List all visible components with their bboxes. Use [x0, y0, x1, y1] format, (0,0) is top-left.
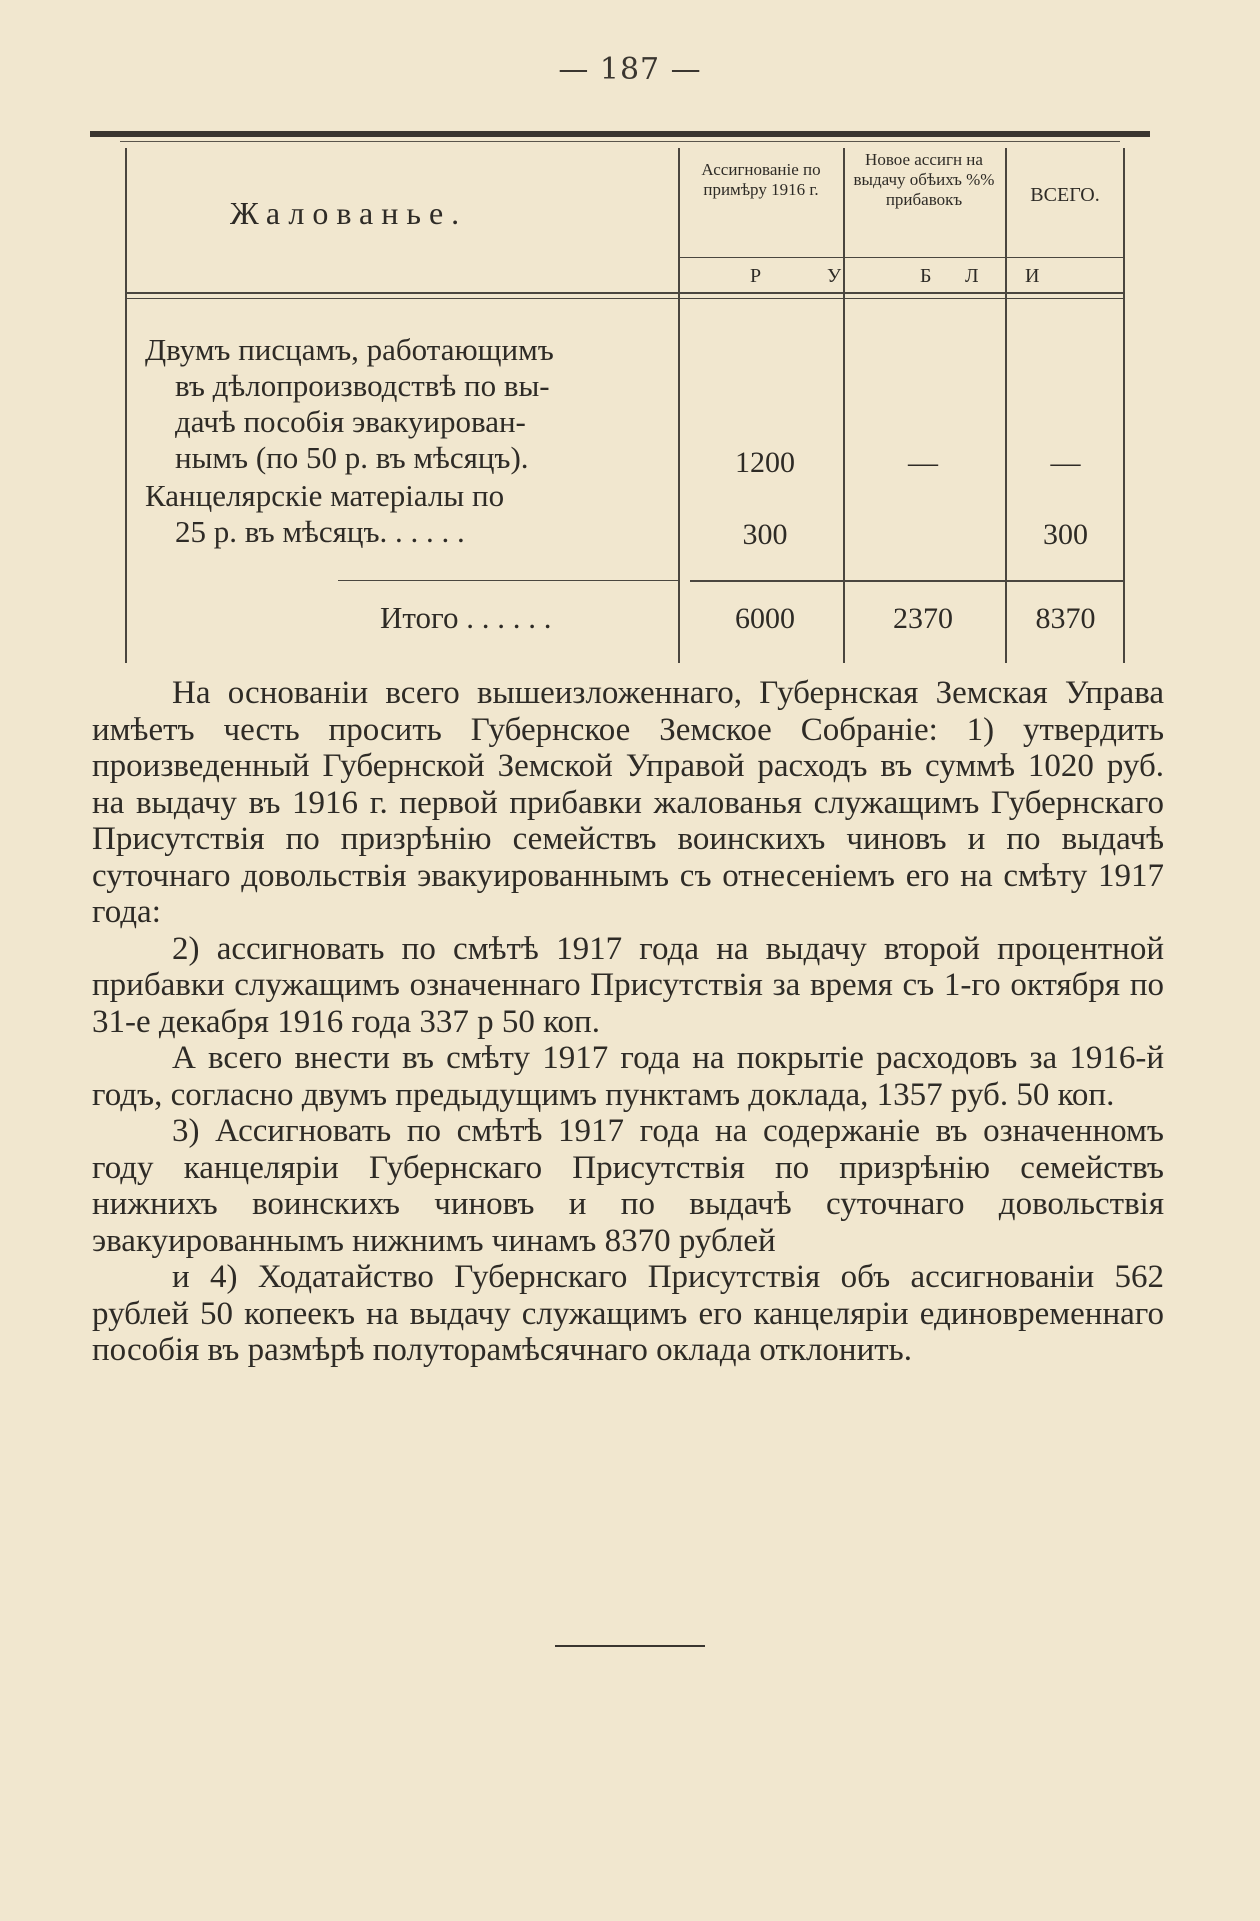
salary-table — [0, 0, 1260, 700]
row1-new: — — [908, 446, 938, 479]
page-number: — 187 — — [558, 52, 702, 87]
header-rule-1 — [125, 292, 1125, 294]
header-new-assignment: Новое ассигн на выдачу обѣихъ %% прибавокъ — [853, 150, 995, 209]
unit-letter-5: И — [1025, 265, 1040, 287]
table-border-left — [125, 148, 127, 663]
table-title: Жалованье. — [230, 195, 468, 231]
total-rule-left — [338, 580, 678, 581]
row1-total: — — [1050, 446, 1081, 479]
paragraph-2: 2) ассигновать по смѣтѣ 1917 года на выдачу второй процентной прибавки служащимъ означеннаго Присутствія за время съ 1-го октября по 31-е декабря 1916 года 337 р 50 коп. — [92, 930, 1164, 1040]
unit-letter-2: У — [827, 265, 842, 287]
table-border-right — [1123, 148, 1125, 663]
row1-line-2: въ дѣлопроизводствѣ по вы- — [175, 368, 550, 403]
row2-line-1: Канцелярскіе матеріалы по — [145, 478, 505, 513]
unit-letter-3: Б — [920, 265, 932, 287]
paragraph-3: А всего внести въ смѣту 1917 года на покрытіе расходовъ за 1916-й годъ, согласно двумъ предыдущимъ пунктамъ доклада, 1357 руб. 50 коп. — [92, 1040, 1164, 1113]
row1-assigned: 1200 — [735, 446, 795, 479]
paragraph-4: 3) Ассигновать по смѣтѣ 1917 года на содержаніе въ означенномъ году канцеляріи Губернскаго Присутствія по призрѣнію семействъ нижнихъ воинскихъ чиновъ и по выдачѣ суточнаго довольствія эвакуированнымъ нижнимъ чинамъ 8370 рублей — [92, 1113, 1164, 1259]
table-divider-1 — [678, 148, 680, 663]
unit-letter-4: Л — [965, 265, 979, 287]
header-assigned: Ассигнованіе по примѣру 1916 г. — [701, 160, 821, 199]
row1-line-1: Двумъ писцамъ, работающимъ — [145, 332, 554, 367]
header-total: ВСЕГО. — [1030, 184, 1100, 206]
footer-rule — [555, 1645, 705, 1647]
table-divider-3 — [1005, 148, 1007, 663]
total-rule-right — [690, 580, 1123, 582]
paragraph-1: На основаніи всего вышеизложеннаго, Губернская Земская Управа имѣетъ честь просить Губернское Земское Собраніе: 1) утвердить произведенный Губернской Земской Управой расходъ въ суммѣ 1020 руб. на выдачу въ 1916 г. первой прибавки жалованья служащимъ Губернскаго Присутствія по призрѣнію семействъ воинскихъ чиновъ и по выдачѣ суточнаго довольствія эвакуированнымъ съ отнесеніемъ его на смѣту 1917 года: — [92, 675, 1164, 930]
paragraph-5: и 4) Ходатайство Губернскаго Присутствія объ ассигнованіи 562 рублей 50 копеекъ на выдачу служащимъ его канцеляріи единовременнаго пособія въ размѣрѣ полуторамѣсячнаго оклада отклонить. — [92, 1259, 1164, 1368]
row1-line-3: дачѣ пособія эвакуирован- — [175, 404, 526, 439]
row2-line-2: 25 р. въ мѣсяцъ. . . . . . — [175, 514, 465, 549]
total-new: 2370 — [893, 602, 953, 635]
row1-line-4: нымъ (по 50 р. въ мѣсяцъ). — [175, 440, 529, 475]
row2-assigned: 300 — [742, 518, 788, 551]
body-text — [92, 675, 1164, 1369]
table-divider-2 — [843, 148, 845, 663]
total-label: Итого . . . . . . — [380, 600, 552, 635]
header-sub-rule — [680, 257, 1125, 258]
total-assigned: 6000 — [735, 602, 795, 635]
row2-total: 300 — [1043, 518, 1088, 551]
total-total: 8370 — [1035, 602, 1096, 635]
unit-letter-1: Р — [750, 265, 762, 287]
header-rule-2 — [125, 298, 1125, 299]
